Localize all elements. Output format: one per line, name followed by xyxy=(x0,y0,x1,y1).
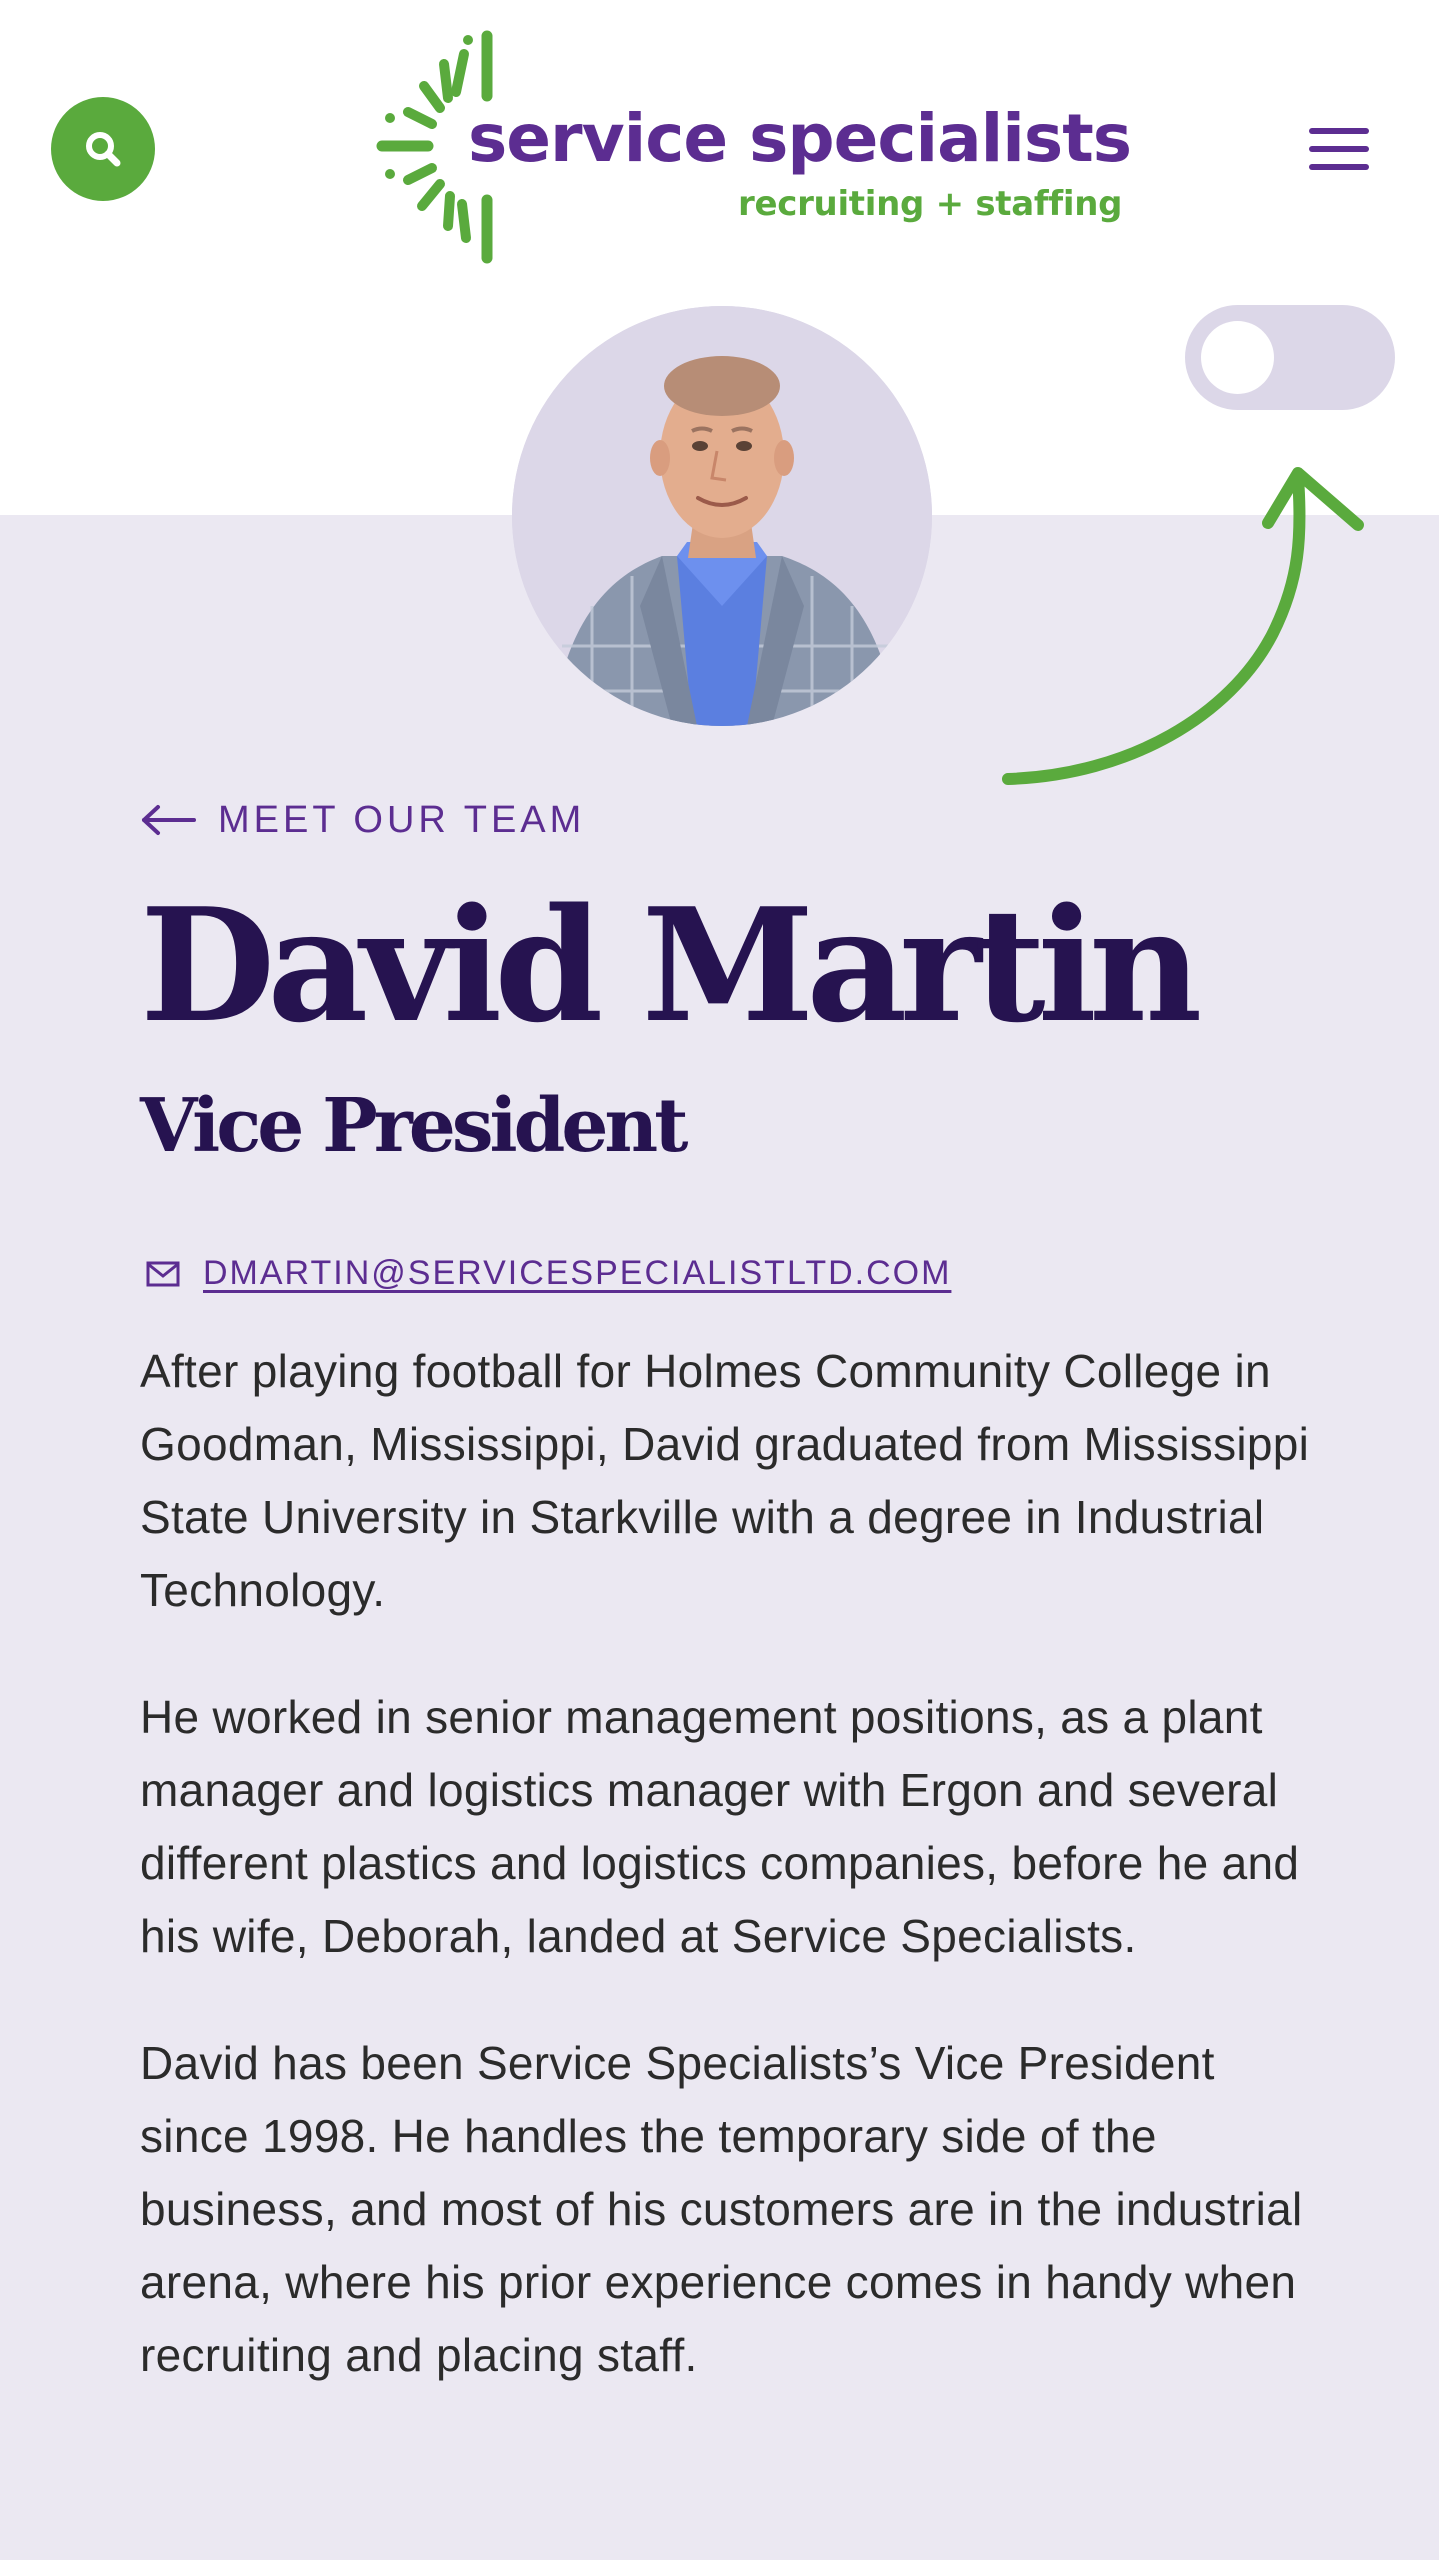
bio-paragraph: David has been Service Specialists’s Vice President since 1998. He handles the temporary side of the business, and most of his customers are in the industrial arena, where his prior experience comes in handy when recruiting and placing staff. xyxy=(140,2037,1303,2381)
menu-button[interactable] xyxy=(1300,120,1378,178)
back-to-team-link[interactable] xyxy=(140,797,585,843)
profile-title: Vice President xyxy=(140,1083,685,1169)
brand-tagline: recruiting + staffing xyxy=(738,184,1123,224)
email-link[interactable]: DMARTIN@SERVICESPECIALISTLTD.COM xyxy=(203,1254,952,1292)
brand-logo[interactable] xyxy=(368,28,1132,268)
curved-arrow-icon xyxy=(990,455,1380,795)
back-link-label: MEET OUR TEAM xyxy=(218,798,586,841)
bio xyxy=(140,1335,1320,2446)
arrow-left-icon xyxy=(140,804,196,836)
search-icon xyxy=(81,127,125,171)
bio-paragraph: After playing football for Holmes Community College in Goodman, Mississippi, David graduated from Mississippi State University in Starkville with a degree in Industrial Technology. xyxy=(140,1345,1310,1616)
theme-toggle[interactable] xyxy=(1185,305,1395,410)
brand-name: service specialists xyxy=(468,100,1132,177)
mail-icon xyxy=(145,1260,181,1288)
hamburger-menu-icon xyxy=(1300,120,1378,178)
bio-paragraph: He worked in senior management positions, as a plant manager and logistics manager with Ergon and several different plastics and logistics companies, before he and his wife, Deborah, landed at Service Specialists. xyxy=(140,1691,1300,1962)
toggle-knob xyxy=(1201,321,1274,394)
email-row xyxy=(145,1254,951,1293)
search-button[interactable] xyxy=(51,97,155,201)
profile-photo xyxy=(512,306,932,726)
profile-name: David Martin xyxy=(140,874,1195,1057)
avatar xyxy=(512,306,932,726)
